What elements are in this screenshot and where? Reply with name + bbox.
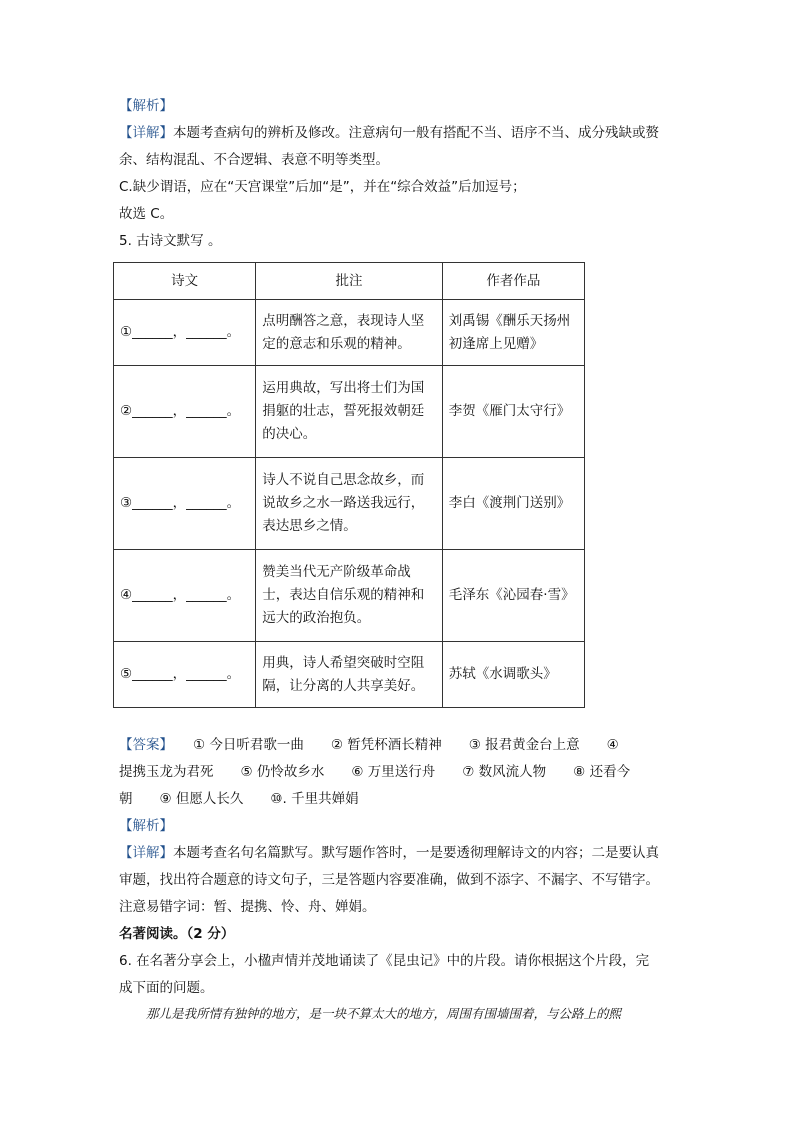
detail-tag: 【详解】 [119, 845, 173, 861]
header-note: 批注 [256, 263, 443, 300]
question-6-text-cont: 成下面的问题。 [119, 980, 214, 996]
blank-cell: ①______，______。 [114, 300, 256, 366]
work-cell: 毛泽东《沁园春·雪》 [442, 550, 584, 642]
detail-text-cont: 注意易错字词：暂、提携、怜、舟、婵娟。 [119, 899, 376, 915]
excerpt-text: 那儿是我所情有独钟的地方，是一块不算太大的地方，周围有围墙围着，与公路上的熙 [146, 1006, 622, 1021]
detail-paragraph-line [119, 843, 659, 863]
poetry-table [113, 262, 585, 708]
answer-text-cont: 提携玉龙为君死 ⑤ 仍怜故乡水 ⑥ 万里送行舟 ⑦ 数风流人物 ⑧ 还看今 [119, 764, 631, 780]
note-cell: 赞美当代无产阶级革命战士，表达自信乐观的精神和远大的政治抱负。 [256, 550, 443, 642]
blank-cell: ③______，______。 [114, 458, 256, 550]
note-cell: 用典，诗人希望突破时空阻隔，让分离的人共享美好。 [256, 642, 443, 708]
answer-line [119, 735, 619, 755]
blank-cell: ⑤______，______。 [114, 642, 256, 708]
work-cell: 李贺《雁门太守行》 [442, 366, 584, 458]
answer-text-cont: 朝 ⑨ 但愿人长久 ⑩. 千里共婵娟 [119, 791, 359, 807]
question-6-text: 6. 在名著分享会上，小楹声情并茂地诵读了《昆虫记》中的片段。请你根据这个片段，完 [119, 953, 650, 969]
detail-text-cont: 余、结构混乱、不合逻辑、表意不明等类型。 [119, 152, 389, 168]
detail-text: 本题考查名句名篇默写。默写题作答时，一是要透彻理解诗文的内容；二是要认真 [173, 845, 659, 861]
blank-cell: ②______，______。 [114, 366, 256, 458]
work-cell: 李白《渡荆门送别》 [442, 458, 584, 550]
table-row [114, 300, 585, 366]
question-5-title: 5. 古诗文默写 。 [119, 233, 222, 249]
answer-tag: 【答案】 [119, 737, 173, 753]
explanation-line: C.缺少谓语，应在“天宫课堂”后加“是”，并在“综合效益”后加逗号； [119, 179, 526, 195]
choice-line: 故选 C。 [119, 206, 174, 222]
table-row [114, 550, 585, 642]
table-row [114, 458, 585, 550]
header-work: 作者作品 [442, 263, 584, 300]
analysis-tag: 【解析】 [119, 818, 173, 834]
header-poem: 诗文 [114, 263, 256, 300]
detail-tag: 【详解】 [119, 125, 173, 141]
table-row [114, 642, 585, 708]
blank-cell: ④______，______。 [114, 550, 256, 642]
detail-paragraph-line [119, 123, 659, 143]
work-cell: 苏轼《水调歌头》 [442, 642, 584, 708]
note-cell: 点明酬答之意，表现诗人坚定的意志和乐观的精神。 [256, 300, 443, 366]
note-cell: 诗人不说自己思念故乡，而说故乡之水一路送我远行，表达思乡之情。 [256, 458, 443, 550]
section-heading: 名著阅读。（2 分） [119, 926, 235, 942]
analysis-tag: 【解析】 [119, 98, 173, 114]
table-header-row [114, 263, 585, 300]
note-cell: 运用典故，写出将士们为国捐躯的壮志，誓死报效朝廷的决心。 [256, 366, 443, 458]
detail-text: 本题考查病句的辨析及修改。注意病句一般有搭配不当、语序不当、成分残缺或赘 [173, 125, 659, 141]
answer-text: ① 今日听君歌一曲 ② 暂凭杯酒长精神 ③ 报君黄金台上意 ④ [193, 737, 619, 753]
table-row [114, 366, 585, 458]
detail-text-cont: 审题，找出符合题意的诗文句子，三是答题内容要准确，做到不添字、不漏字、不写错字。 [119, 872, 659, 888]
work-cell: 刘禹锡《酬乐天扬州初逢席上见赠》 [442, 300, 584, 366]
